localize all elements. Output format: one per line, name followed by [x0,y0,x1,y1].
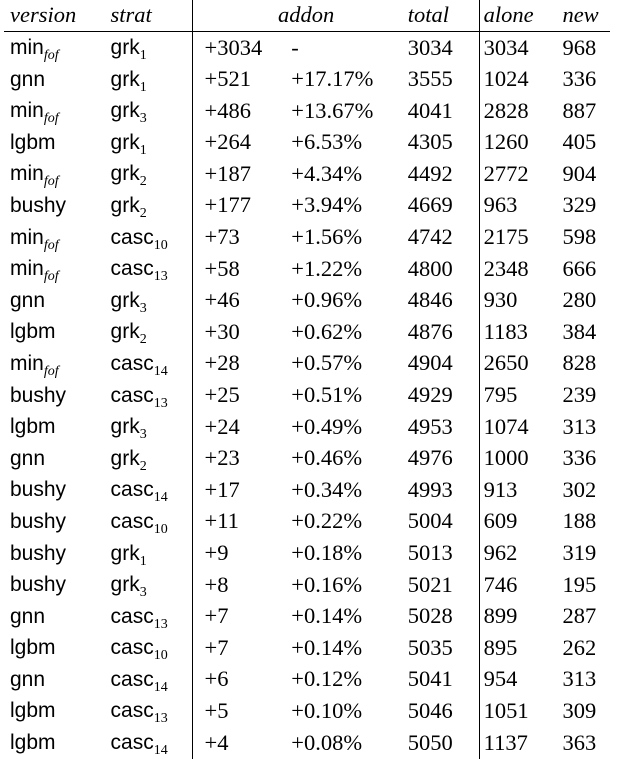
strat-subscript: 1 [139,142,147,158]
cell-addon-percent: +1.56% [291,224,363,250]
cell-total: 3034 [407,34,453,60]
cell-strat [111,506,192,538]
strat-subscript: 10 [153,521,168,537]
table-row [4,95,610,127]
table-row [4,664,610,696]
strat-name: grk [110,162,140,186]
cell-version [4,443,111,475]
header-total: total [408,0,479,32]
strat-name: casc [110,225,154,249]
cell-strat [111,64,192,96]
table-header [4,0,610,32]
strat-name: casc [110,383,154,407]
cell-addon: +11 [192,506,291,538]
cell-addon: +46 [192,285,291,317]
strat-name: casc [110,509,154,533]
cell-total: 4846 [407,287,453,313]
cell-addon: +30 [192,316,291,348]
cell-addon-percent: +0.57% [291,350,363,376]
cell-addon-percent: +0.46% [291,445,363,471]
cell-addon: +25 [192,380,291,412]
cell-alone: 954 [479,664,562,696]
version-name: gnn [10,67,46,91]
version-name: min [10,257,44,281]
cell-addon: +24 [192,411,291,443]
header-version: version [4,0,111,32]
cell-total: 4876 [407,318,453,344]
cell-alone: 2348 [479,253,562,285]
strat-subscript: 10 [153,648,168,664]
table-row [4,222,610,254]
version-name: lgbm [10,699,56,723]
cell-alone: 1183 [479,316,562,348]
cell-new: 188 [562,508,597,534]
cell-strat [111,474,192,506]
cell-addon-percent: +1.22% [291,255,363,281]
cell-alone: 609 [479,506,562,538]
table-row [4,632,610,664]
cell-version [4,506,111,538]
cell-strat [111,727,192,759]
cell-version [4,190,111,222]
cell-addon: +3034 [192,32,291,64]
strat-subscript: 13 [153,616,168,632]
strat-name: grk [110,415,140,439]
cell-addon-percent: +0.12% [291,666,363,692]
cell-addon-percent: +0.62% [291,318,363,344]
cell-alone: 1137 [479,727,562,759]
cell-new: 666 [562,255,597,281]
header-alone: alone [479,0,562,32]
cell-total: 4976 [407,445,453,471]
cell-total: 4305 [407,129,453,155]
table-row [4,285,610,317]
version-name: lgbm [10,130,56,154]
cell-addon: +6 [192,664,291,696]
cell-addon-percent: +0.96% [291,287,363,313]
cell-total: 4492 [407,160,453,186]
cell-alone: 1024 [479,64,562,96]
table-row [4,127,610,159]
cell-version [4,569,111,601]
cell-addon-percent: +6.53% [291,129,363,155]
cell-version [4,222,111,254]
cell-alone: 963 [479,190,562,222]
table-row [4,601,610,633]
cell-addon-percent: +0.34% [291,476,363,502]
version-name: min [10,162,44,186]
strat-name: grk [110,130,140,154]
cell-addon: +521 [192,64,291,96]
cell-addon: +73 [192,222,291,254]
strat-name: casc [110,604,154,628]
cell-strat [111,538,192,570]
version-subscript: fof [43,269,59,285]
cell-addon-percent: +0.51% [291,382,363,408]
cell-strat [111,222,192,254]
version-name: lgbm [10,415,56,439]
version-name: bushy [10,509,67,533]
cell-addon-percent: +17.17% [291,66,374,92]
strat-name: grk [110,446,140,470]
table-row [4,380,610,412]
table-row [4,64,610,96]
cell-strat [111,632,192,664]
strat-name: grk [110,36,140,59]
cell-strat [111,664,192,696]
cell-new: 313 [562,666,597,692]
table-row [4,569,610,601]
cell-version [4,474,111,506]
cell-alone: 899 [479,601,562,633]
strat-name: grk [110,193,140,217]
cell-addon-percent: +0.18% [291,540,363,565]
strat-subscript: 2 [139,205,147,221]
cell-strat [111,95,192,127]
cell-addon: +8 [192,569,291,601]
strat-name: casc [110,636,154,660]
cell-addon: +264 [192,127,291,159]
strat-subscript: 10 [153,237,168,253]
strat-subscript: 3 [139,427,147,443]
cell-strat [111,127,192,159]
cell-version [4,695,111,727]
strat-subscript: 1 [139,79,147,95]
cell-strat [111,601,192,633]
table-row [4,474,610,506]
cell-strat [111,285,192,317]
strat-subscript: 14 [153,363,168,379]
cell-addon: +7 [192,601,291,633]
cell-strat [111,569,192,601]
cell-addon-percent: +0.49% [291,413,363,439]
cell-addon-percent: +0.16% [291,571,363,597]
cell-alone: 895 [479,632,562,664]
cell-addon-percent: +0.14% [291,603,363,629]
strat-subscript: 1 [139,553,147,569]
cell-total: 4904 [407,350,453,376]
version-subscript: fof [43,174,59,190]
cell-addon: +177 [192,190,291,222]
version-name: gnn [10,604,46,628]
cell-version [4,253,111,285]
cell-version [4,601,111,633]
strat-subscript: 3 [139,111,147,127]
cell-new: 309 [562,697,597,723]
version-subscript: fof [43,111,59,127]
cell-addon-percent: +4.34% [291,160,363,186]
version-name: min [10,36,44,59]
cell-alone: 2175 [479,222,562,254]
cell-version [4,632,111,664]
version-name: bushy [10,573,67,597]
cell-version [4,316,111,348]
cell-alone: 1051 [479,695,562,727]
cell-total: 5046 [407,697,453,723]
cell-total: 4993 [407,476,453,502]
cell-alone: 795 [479,380,562,412]
strat-subscript: 2 [139,332,147,348]
strat-name: casc [110,478,154,502]
header-strat: strat [111,0,192,32]
version-name: gnn [10,446,46,470]
strat-subscript: 2 [139,458,147,474]
strat-name: casc [110,667,154,691]
cell-addon: +17 [192,474,291,506]
cell-alone: 2772 [479,158,562,190]
cell-version [4,348,111,380]
cell-strat [111,158,192,190]
cell-new: 262 [562,634,597,660]
cell-total: 4800 [407,255,453,281]
table-row [4,443,610,475]
strat-name: grk [110,320,140,344]
cell-addon: +187 [192,158,291,190]
cell-strat [111,190,192,222]
strat-subscript: 13 [153,395,168,411]
table-row [4,538,610,570]
cell-alone: 3034 [479,32,562,64]
cell-total: 4929 [407,382,453,408]
cell-version [4,32,111,64]
cell-addon-percent: +0.22% [291,508,363,534]
cell-new: 405 [562,129,597,155]
table-row [4,411,610,443]
cell-alone: 746 [479,569,562,601]
cell-strat [111,348,192,380]
cell-alone: 1000 [479,443,562,475]
cell-total: 5013 [407,540,453,565]
cell-total: 4669 [407,192,453,218]
cell-alone: 1074 [479,411,562,443]
cell-addon-percent: +0.08% [291,729,363,755]
version-name: lgbm [10,636,56,660]
cell-alone: 1260 [479,127,562,159]
strat-name: casc [110,699,154,723]
strat-subscript: 14 [153,743,168,759]
strat-subscript: 1 [139,48,147,63]
version-name: min [10,351,44,375]
cell-addon: +28 [192,348,291,380]
table-row [4,695,610,727]
cell-strat [111,411,192,443]
cell-version [4,664,111,696]
cell-alone: 962 [479,538,562,570]
table-row [4,32,610,64]
table-row [4,506,610,538]
cell-addon-percent: +0.10% [291,697,363,723]
cell-new: 598 [562,224,597,250]
version-subscript: fof [43,48,59,63]
cell-total: 5021 [407,571,453,597]
cell-version [4,538,111,570]
cell-addon-percent: +3.94% [291,192,363,218]
cell-version [4,285,111,317]
cell-version [4,95,111,127]
cell-strat [111,316,192,348]
version-subscript: fof [43,237,59,253]
table-row [4,253,610,285]
cell-addon: +9 [192,538,291,570]
strat-name: grk [110,67,140,91]
cell-addon-percent: +13.67% [291,97,374,123]
cell-total: 5028 [407,603,453,629]
strat-name: casc [110,731,154,755]
cell-new: 319 [562,540,597,565]
cell-total: 5035 [407,634,453,660]
cell-total: 5041 [407,666,453,692]
version-name: min [10,99,44,123]
table-row [4,158,610,190]
cell-alone: 2828 [479,95,562,127]
cell-strat [111,695,192,727]
cell-new: 828 [562,350,597,376]
version-name: min [10,225,44,249]
cell-new: 313 [562,413,597,439]
strat-subscript: 2 [139,174,147,190]
version-name: bushy [10,478,67,502]
results-table [4,0,610,759]
table-row [4,316,610,348]
cell-total: 4742 [407,224,453,250]
cell-total: 5004 [407,508,453,534]
cell-strat [111,32,192,64]
strat-subscript: 3 [139,585,147,601]
version-name: gnn [10,288,46,312]
cell-total: 5050 [407,729,453,755]
cell-addon: +23 [192,443,291,475]
cell-addon-percent: - [291,34,299,60]
cell-new: 287 [562,603,597,629]
cell-strat [111,253,192,285]
cell-total: 4953 [407,413,453,439]
strat-name: casc [110,257,154,281]
strat-subscript: 3 [139,300,147,316]
cell-new: 239 [562,382,597,408]
strat-subscript: 13 [153,269,168,285]
version-name: lgbm [10,320,56,344]
version-name: bushy [10,193,67,217]
strat-name: grk [110,288,140,312]
strat-subscript: 14 [153,490,168,506]
cell-strat [111,380,192,412]
version-name: lgbm [10,731,56,755]
cell-new: 968 [562,34,597,60]
strat-subscript: 13 [153,711,168,727]
cell-new: 280 [562,287,597,313]
cell-new: 195 [562,571,597,597]
cell-alone: 930 [479,285,562,317]
cell-alone: 2650 [479,348,562,380]
strat-name: grk [110,541,140,565]
cell-total: 4041 [407,97,453,123]
table-body [4,32,610,759]
header-addon: addon [192,0,408,32]
strat-name: casc [110,351,154,375]
table-row [4,727,610,759]
strat-subscript: 14 [153,679,168,695]
version-name: gnn [10,667,46,691]
cell-version [4,158,111,190]
header-row [4,0,610,32]
cell-new: 384 [562,318,597,344]
strat-name: grk [110,99,140,123]
cell-addon: +486 [192,95,291,127]
table-row [4,348,610,380]
cell-version [4,380,111,412]
header-new: new [562,0,610,32]
cell-total: 3555 [407,66,453,92]
cell-addon: +5 [192,695,291,727]
table-row [4,190,610,222]
cell-addon: +4 [192,727,291,759]
cell-addon-percent: +0.14% [291,634,363,660]
cell-version [4,64,111,96]
cell-new: 336 [562,66,597,92]
cell-version [4,727,111,759]
cell-new: 904 [562,160,597,186]
strat-name: grk [110,573,140,597]
cell-strat [111,443,192,475]
cell-version [4,411,111,443]
cell-new: 329 [562,192,597,218]
cell-new: 363 [562,729,597,755]
version-name: bushy [10,541,67,565]
cell-alone: 913 [479,474,562,506]
cell-addon: +7 [192,632,291,664]
cell-new: 887 [562,97,597,123]
cell-addon: +58 [192,253,291,285]
cell-new: 336 [562,445,597,471]
cell-version [4,127,111,159]
cell-new: 302 [562,476,597,502]
version-subscript: fof [43,363,59,379]
version-name: bushy [10,383,67,407]
